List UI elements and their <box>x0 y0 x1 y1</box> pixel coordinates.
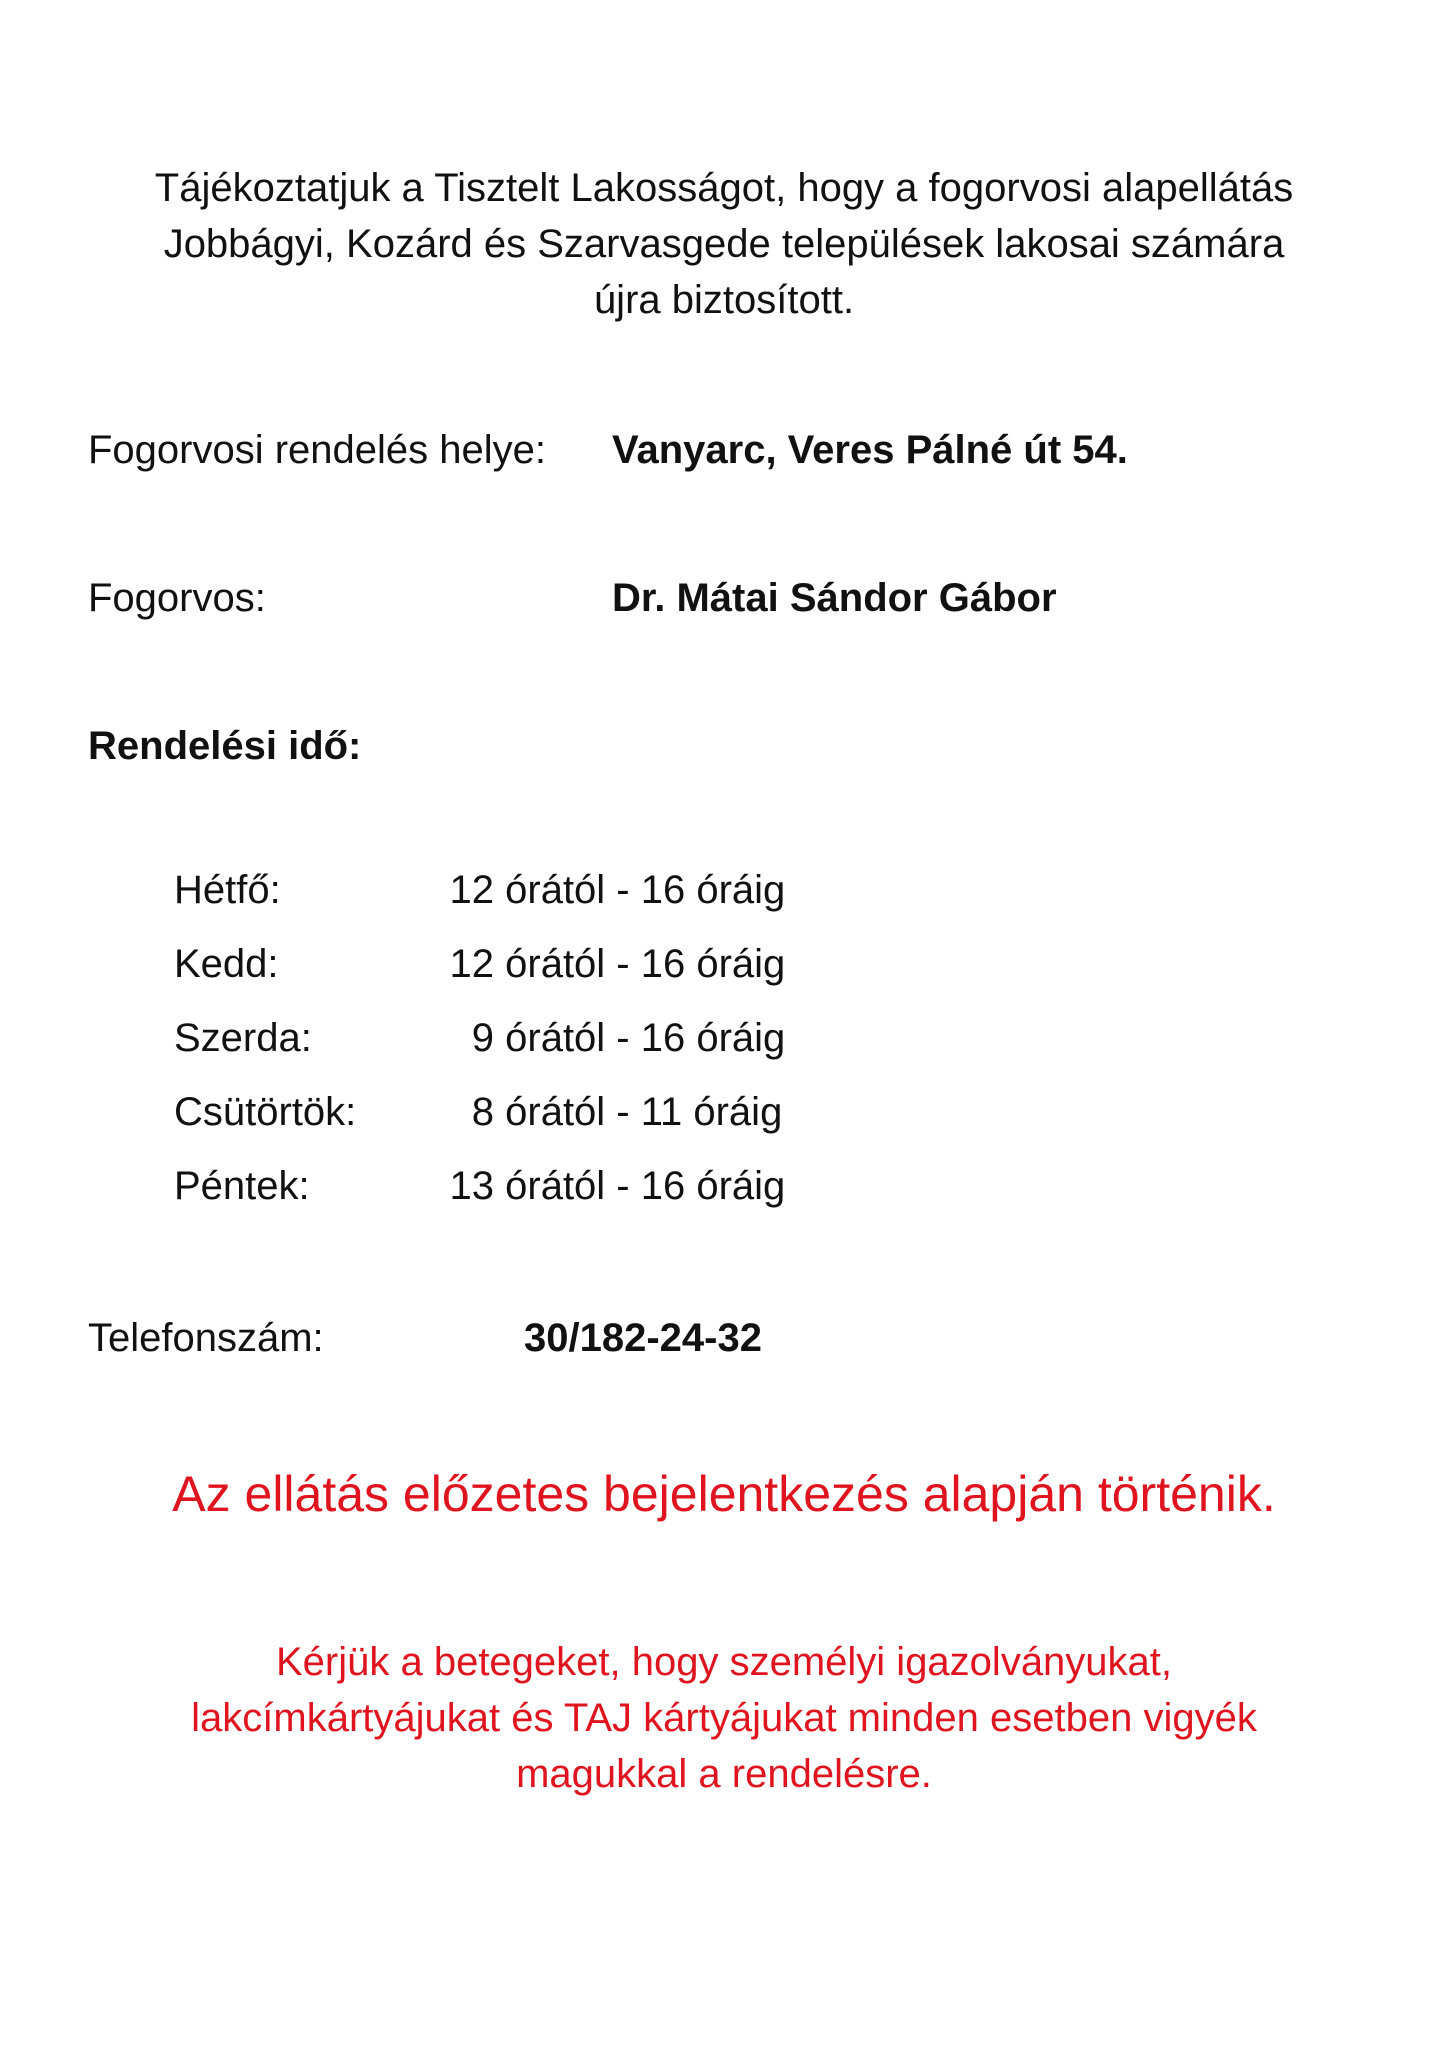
from-hour: 9 <box>471 1016 494 1060</box>
notice-line: Kérjük a betegeket, hogy személyi igazolványukat, <box>275 1640 1173 1684</box>
hours-range-text: órától - 16 óráig <box>505 1016 786 1060</box>
location-label: Fogorvosi rendelés helye: <box>88 428 547 472</box>
hours-value <box>434 1088 974 1136</box>
dentist-value: Dr. Mátai Sándor Gábor <box>612 576 1057 620</box>
hours-value <box>434 1014 974 1062</box>
hours-range-text: órától - 16 óráig <box>505 868 786 912</box>
hours-value <box>434 866 974 914</box>
hours-heading: Rendelési idő: <box>88 724 362 768</box>
day-label: Hétfő: <box>174 868 281 912</box>
phone-label: Telefonszám: <box>88 1316 324 1360</box>
day-label: Kedd: <box>174 942 279 986</box>
hours-range-text: órától - 16 óráig <box>505 942 786 986</box>
hours-range-text: órától - 11 óráig <box>505 1090 783 1134</box>
from-hour: 12 <box>449 868 494 912</box>
notice-line: lakcímkártyájukat és TAJ kártyájukat minden esetben vigyék <box>191 1696 1257 1740</box>
hours-value <box>434 940 974 988</box>
hours-range-text: órától - 16 óráig <box>505 1164 786 1208</box>
documents-notice <box>80 1634 1368 1802</box>
location-value: Vanyarc, Veres Pálné út 54. <box>612 428 1128 472</box>
hours-value <box>434 1162 974 1210</box>
day-label: Szerda: <box>174 1016 312 1060</box>
from-hour: 12 <box>449 942 494 986</box>
intro-line: Jobbágyi, Kozárd és Szarvasgede települések lakosai számára <box>163 222 1285 266</box>
intro-line: újra biztosított. <box>593 278 855 322</box>
phone-value: 30/182-24-32 <box>524 1316 762 1360</box>
intro-line: Tájékoztatjuk a Tisztelt Lakosságot, hogy a fogorvosi alapellátás <box>154 166 1294 210</box>
appointment-notice: Az ellátás előzetes bejelentkezés alapján történik. <box>172 1466 1276 1522</box>
intro-paragraph <box>80 160 1368 328</box>
day-label: Péntek: <box>174 1164 310 1208</box>
from-hour: 8 <box>471 1090 494 1134</box>
dentist-label: Fogorvos: <box>88 576 266 620</box>
day-label: Csütörtök: <box>174 1090 357 1134</box>
notice-line: magukkal a rendelésre. <box>516 1752 932 1796</box>
from-hour: 13 <box>449 1164 494 1208</box>
